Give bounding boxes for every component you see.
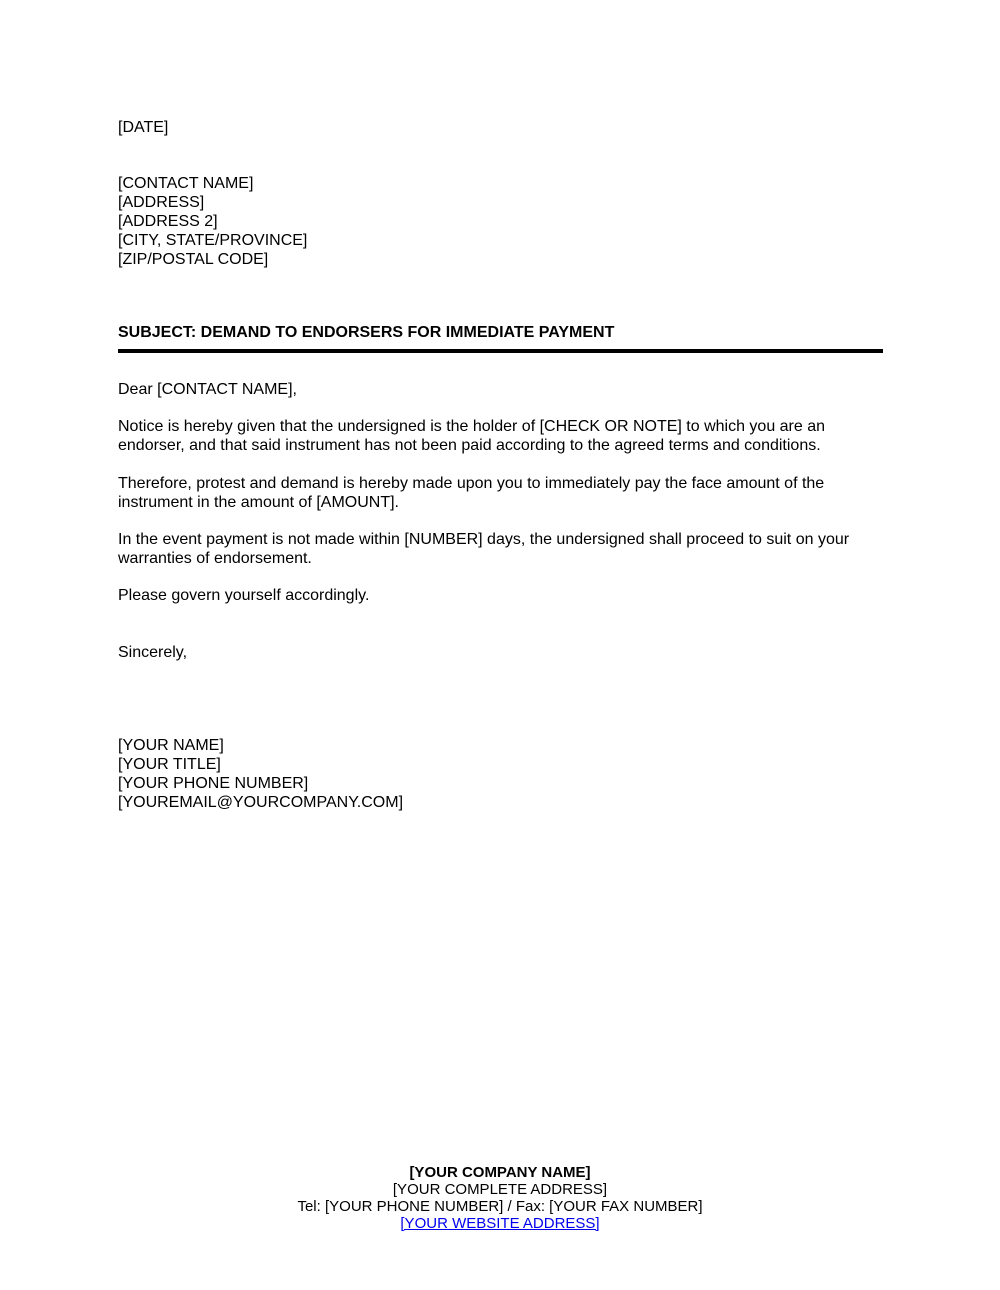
recipient-address-2: [ADDRESS 2] — [118, 213, 218, 230]
salutation: Dear [CONTACT NAME], — [118, 381, 297, 398]
paragraph-event — [118, 530, 888, 568]
closing: Sincerely, — [118, 644, 188, 661]
footer-company-name: [YOUR COMPANY NAME] — [409, 1164, 591, 1181]
paragraph-line: warranties of endorsement. — [118, 550, 312, 567]
signature-block — [118, 736, 888, 812]
signature-email: [YOUREMAIL@YOURCOMPANY.COM] — [118, 794, 404, 811]
recipient-name: [CONTACT NAME] — [118, 175, 254, 192]
footer-address: [YOUR COMPLETE ADDRESS] — [392, 1181, 608, 1198]
paragraph-line: instrument in the amount of [AMOUNT]. — [118, 494, 399, 511]
subject-line: SUBJECT: DEMAND TO ENDORSERS FOR IMMEDIATE PAYMENT — [118, 324, 615, 341]
recipient-city-state: [CITY, STATE/PROVINCE] — [118, 232, 308, 249]
signature-title: [YOUR TITLE] — [118, 756, 221, 773]
footer-website-link[interactable]: [YOUR WEBSITE ADDRESS] — [400, 1215, 600, 1232]
paragraph-demand — [118, 474, 888, 512]
paragraph-line: Therefore, protest and demand is hereby made upon you to immediately pay the face amount of the — [118, 475, 825, 492]
paragraph-line: In the event payment is not made within [NUMBER] days, the undersigned shall proceed to suit on your — [118, 531, 850, 548]
subject-divider — [118, 349, 883, 353]
footer-contact: Tel: [YOUR PHONE NUMBER] / Fax: [YOUR FAX NUMBER] — [297, 1198, 703, 1215]
signature-name: [YOUR NAME] — [118, 737, 224, 754]
recipient-zip: [ZIP/POSTAL CODE] — [118, 251, 269, 268]
letter-date: [DATE] — [118, 119, 169, 136]
recipient-address: [ADDRESS] — [118, 194, 205, 211]
letter-footer — [0, 1164, 1000, 1232]
paragraph-notice — [118, 417, 888, 455]
recipient-address-block — [118, 174, 888, 269]
paragraph-govern: Please govern yourself accordingly. — [118, 587, 370, 604]
signature-phone: [YOUR PHONE NUMBER] — [118, 775, 309, 792]
paragraph-line: endorser, and that said instrument has not been paid according to the agreed terms and conditions. — [118, 437, 821, 454]
paragraph-line: Notice is hereby given that the undersigned is the holder of [CHECK OR NOTE] to which you are an — [118, 418, 826, 435]
